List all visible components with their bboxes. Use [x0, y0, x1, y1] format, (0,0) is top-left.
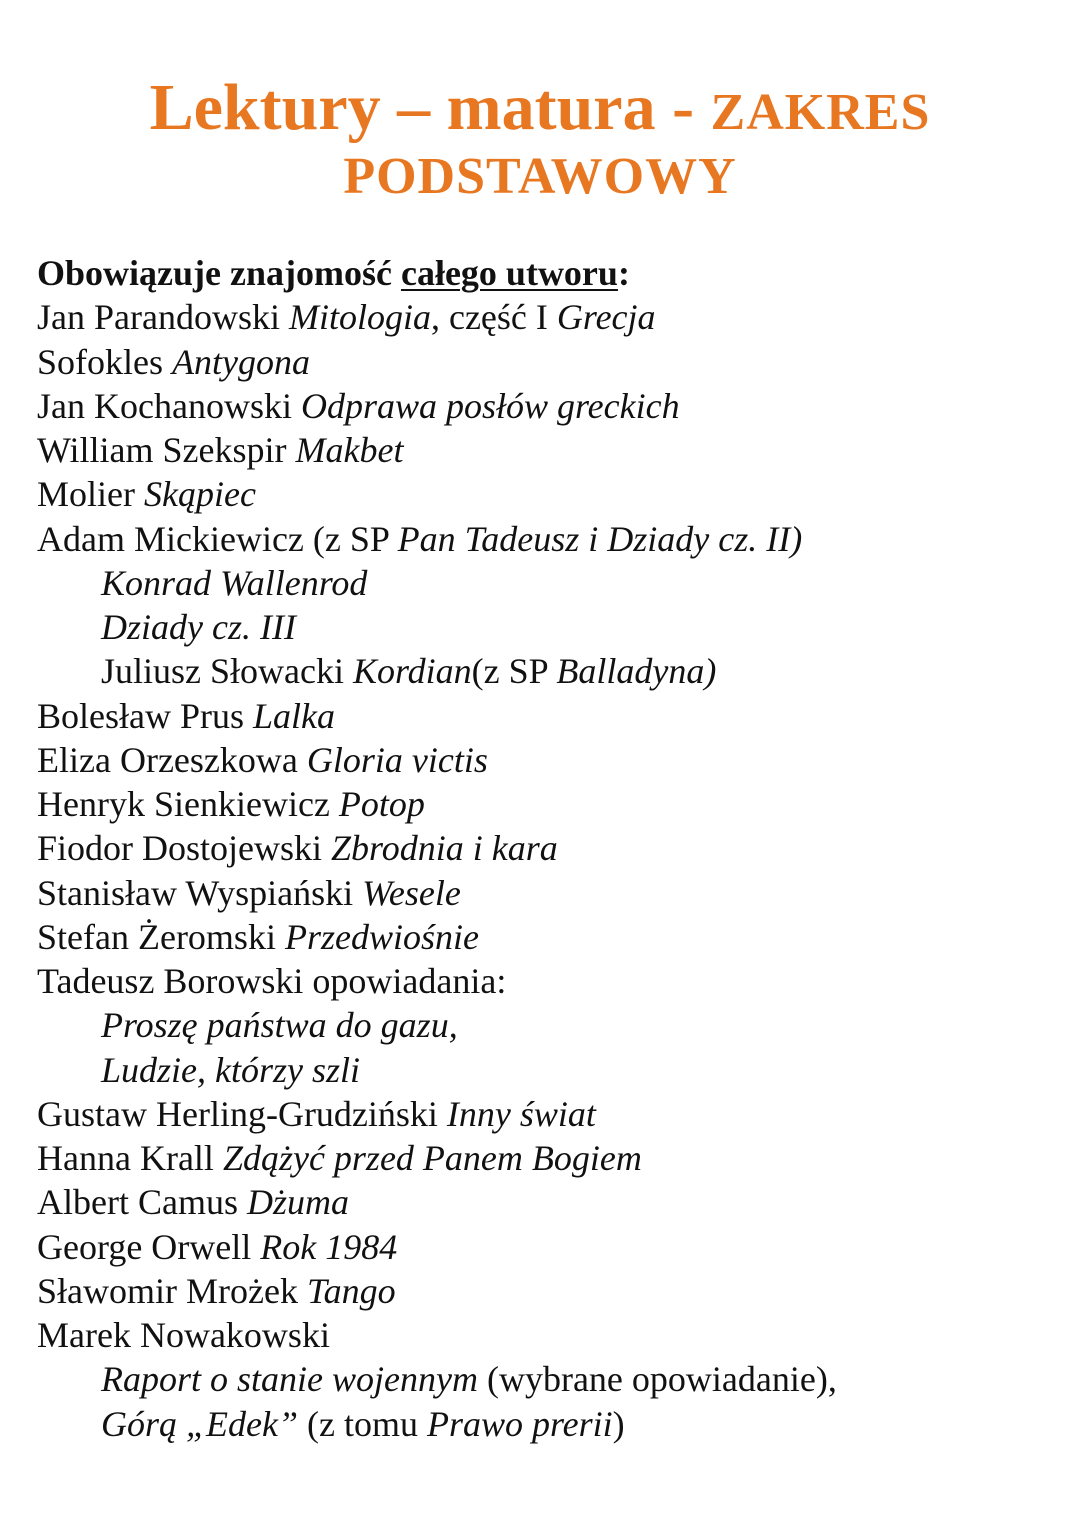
- list-item: [37, 959, 1067, 1003]
- item-title: Skąpiec: [143, 474, 256, 515]
- reading-list: [37, 251, 1067, 1446]
- heading-suffix: :: [617, 253, 630, 293]
- item-author: Juliusz Słowacki: [101, 651, 353, 692]
- item-title: Zdążyć przed Panem Bogiem: [222, 1138, 642, 1178]
- item-author: Gustaw Herling-Grudziński: [37, 1093, 447, 1134]
- section-heading: [37, 251, 1067, 295]
- list-item: [37, 384, 1067, 428]
- list-item: [37, 782, 1067, 826]
- list-item: [37, 428, 1067, 472]
- item-author: Eliza Orzeszkowa: [37, 739, 307, 780]
- list-item: [37, 1313, 1067, 1357]
- item-author: Jan Parandowski: [37, 297, 289, 338]
- list-item: [37, 1357, 1067, 1401]
- item-note: (z tomu: [298, 1403, 427, 1444]
- item-title: Górą „Edek”: [101, 1403, 298, 1444]
- item-author: Sławomir Mrożek: [37, 1270, 307, 1311]
- list-item: [37, 1225, 1067, 1269]
- item-title-2: Grecja: [556, 297, 656, 338]
- list-item: [37, 517, 1067, 561]
- list-item: [37, 472, 1067, 516]
- item-author: Marek Nowakowski: [37, 1315, 330, 1355]
- item-author: Bolesław Prus: [37, 695, 253, 736]
- list-item: [37, 340, 1067, 384]
- item-author: Molier: [37, 474, 144, 515]
- list-item: [37, 738, 1067, 782]
- item-title: Mitologia: [288, 297, 431, 338]
- list-item: [37, 1092, 1067, 1136]
- list-item: [37, 649, 1067, 693]
- item-title: Lalka: [253, 695, 336, 736]
- title-main: Lektury – matura -: [149, 71, 711, 144]
- item-title-2: Prawo prerii: [426, 1403, 613, 1444]
- item-title-2: Balladyna): [556, 651, 717, 692]
- item-title: Wesele: [362, 872, 461, 913]
- list-item: [37, 1136, 1067, 1180]
- item-author: Stefan Żeromski: [37, 916, 285, 957]
- page-title-line-2: PODSTAWOWY: [343, 148, 737, 205]
- item-author: Adam Mickiewicz (z SP: [37, 518, 398, 559]
- title-zakres: ZAKRES: [710, 84, 931, 141]
- item-title: Zbrodnia i kara: [331, 828, 558, 869]
- item-note: , część I: [430, 297, 557, 338]
- item-title: Gloria victis: [306, 739, 488, 780]
- item-title: Dziady cz. III: [101, 607, 296, 647]
- item-title: Inny świat: [446, 1093, 596, 1134]
- list-item: [37, 561, 1067, 605]
- item-title: Potop: [338, 784, 425, 824]
- item-title: Dżuma: [246, 1182, 349, 1223]
- list-item: [37, 605, 1067, 649]
- heading-prefix: Obowiązuje znajomość: [37, 253, 401, 293]
- item-title: Kordian: [352, 651, 472, 692]
- item-note: (wybrane opowiadanie),: [477, 1359, 837, 1400]
- item-title: Pan Tadeusz i Dziady cz. II): [397, 518, 803, 559]
- item-author: Tadeusz Borowski opowiadania:: [37, 961, 507, 1001]
- item-title: Przedwiośnie: [284, 916, 479, 957]
- item-title: Proszę państwa do gazu,: [101, 1005, 458, 1046]
- item-author: Henryk Sienkiewicz: [37, 784, 339, 824]
- heading-underlined: całego utworu: [400, 253, 618, 293]
- item-author: Jan Kochanowski: [37, 385, 301, 426]
- list-item: [37, 1003, 1067, 1047]
- item-title: Antygona: [172, 341, 310, 382]
- list-item: [37, 871, 1067, 915]
- list-item: [37, 1269, 1067, 1313]
- item-title: Tango: [306, 1270, 396, 1311]
- item-author: George Orwell: [37, 1226, 261, 1267]
- page-title-line-1: [0, 66, 1080, 155]
- item-author: Sofokles: [37, 341, 172, 382]
- item-title: Ludzie, którzy szli: [101, 1049, 361, 1090]
- item-author: William Szekspir: [37, 430, 296, 470]
- item-note-2: ): [612, 1403, 625, 1444]
- item-author: Albert Camus: [37, 1182, 247, 1223]
- list-item: [37, 1048, 1067, 1092]
- list-item: [37, 1180, 1067, 1224]
- list-item: [37, 694, 1067, 738]
- item-title: Raport o stanie wojennym: [101, 1359, 478, 1400]
- item-title: Makbet: [295, 430, 404, 470]
- list-item: [37, 295, 1067, 339]
- list-item: [37, 1402, 1067, 1446]
- item-title: Rok 1984: [260, 1226, 398, 1267]
- item-author: Stanisław Wyspiański: [37, 872, 363, 913]
- list-item: [37, 826, 1067, 870]
- item-title: Konrad Wallenrod: [101, 562, 368, 603]
- item-note: (z SP: [471, 651, 557, 692]
- item-author: Hanna Krall: [37, 1138, 223, 1178]
- item-title: Odprawa posłów greckich: [300, 385, 680, 426]
- item-author: Fiodor Dostojewski: [37, 828, 332, 869]
- list-item: [37, 915, 1067, 959]
